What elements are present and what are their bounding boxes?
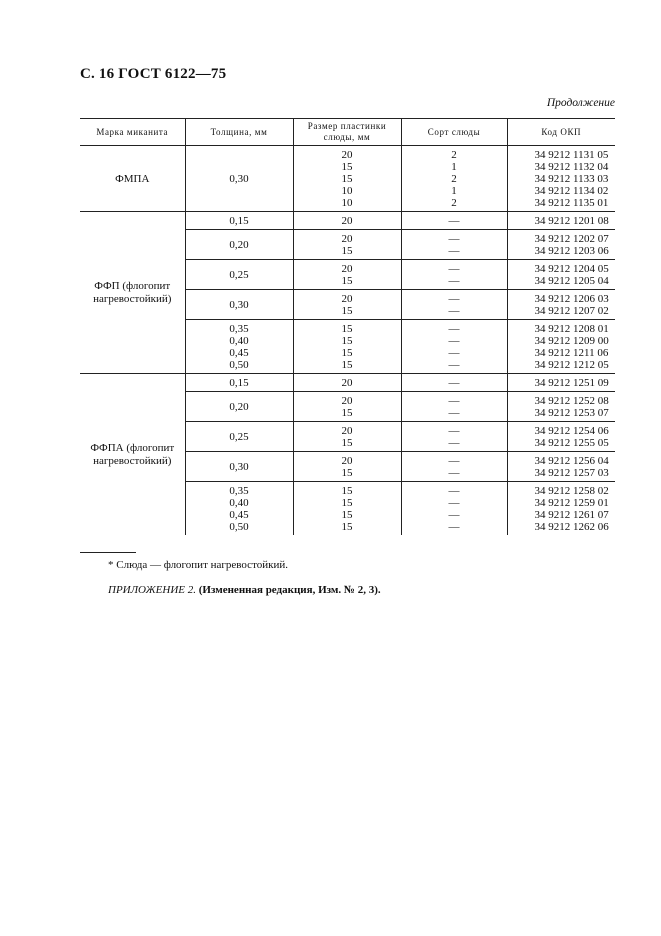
grade-value: —: [448, 497, 460, 509]
grade-value: —: [448, 425, 460, 437]
thickness-value: 0,30: [229, 173, 249, 185]
grade-value: —: [448, 323, 460, 335]
grade-value: —: [448, 509, 460, 521]
thickness-value: 0,15: [229, 377, 249, 389]
thickness-cell: [185, 392, 293, 422]
code-value: 34 9212 1211 06: [534, 347, 609, 359]
code-value: 34 9212 1257 03: [534, 467, 609, 479]
size-value: 15: [341, 521, 353, 533]
thickness-cell: [185, 230, 293, 260]
size-value: 15: [341, 161, 353, 173]
size-value: 20: [341, 149, 353, 161]
grade-value: —: [448, 437, 460, 449]
brand-cell: ФФПА (флогопит нагревостойкий): [80, 374, 185, 536]
code-value: 34 9212 1203 06: [534, 245, 609, 257]
size-value: 20: [341, 455, 353, 467]
size-value: 20: [341, 233, 353, 245]
table-body: [80, 146, 615, 536]
grade-value: —: [448, 377, 460, 389]
footnote: * Слюда — флогопит нагревостойкий.: [108, 559, 288, 571]
header-size: Размер пластинки слюды, мм: [293, 119, 401, 146]
thickness-cell: [185, 212, 293, 230]
size-value: 15: [341, 497, 353, 509]
code-cell: [507, 320, 615, 374]
code-cell: [507, 230, 615, 260]
size-value: 20: [341, 377, 353, 389]
appendix-label: ПРИЛОЖЕНИЕ 2.: [108, 584, 196, 596]
header-grade: Сорт слюды: [401, 119, 507, 146]
thickness-value: 0,20: [229, 401, 249, 413]
code-value: 34 9212 1212 05: [534, 359, 609, 371]
grade-value: —: [448, 305, 460, 317]
thickness-value: 0,40: [229, 335, 249, 347]
grade-cell: [401, 374, 507, 392]
size-cell: [293, 422, 401, 452]
size-value: 10: [341, 197, 353, 209]
grade-value: —: [448, 263, 460, 275]
grade-value: 2: [451, 197, 457, 209]
thickness-value: 0,30: [229, 461, 249, 473]
grade-cell: [401, 260, 507, 290]
grade-cell: [401, 212, 507, 230]
thickness-value: 0,15: [229, 215, 249, 227]
code-value: 34 9212 1135 01: [534, 197, 609, 209]
code-value: 34 9212 1258 02: [534, 485, 609, 497]
code-cell: [507, 482, 615, 536]
size-value: 20: [341, 293, 353, 305]
grade-value: —: [448, 335, 460, 347]
code-cell: [507, 212, 615, 230]
size-value: 15: [341, 467, 353, 479]
code-value: 34 9212 1131 05: [534, 149, 609, 161]
thickness-cell: [185, 422, 293, 452]
thickness-value: 0,50: [229, 359, 249, 371]
code-cell: [507, 422, 615, 452]
size-value: 15: [341, 347, 353, 359]
grade-value: 1: [451, 161, 457, 173]
size-value: 15: [341, 245, 353, 257]
size-value: 20: [341, 395, 353, 407]
code-cell: [507, 290, 615, 320]
grade-cell: [401, 482, 507, 536]
grade-cell: [401, 290, 507, 320]
code-value: 34 9212 1134 02: [534, 185, 609, 197]
code-value: 34 9212 1259 01: [534, 497, 609, 509]
code-cell: [507, 146, 615, 212]
grade-value: —: [448, 359, 460, 371]
size-value: 15: [341, 173, 353, 185]
table-row: [80, 212, 615, 230]
size-cell: [293, 482, 401, 536]
grade-value: 1: [451, 185, 457, 197]
grade-cell: [401, 146, 507, 212]
size-value: 15: [341, 305, 353, 317]
size-value: 20: [341, 215, 353, 227]
grade-value: —: [448, 347, 460, 359]
grade-value: —: [448, 467, 460, 479]
thickness-cell: [185, 482, 293, 536]
code-value: 34 9212 1133 03: [534, 173, 609, 185]
code-cell: [507, 392, 615, 422]
grade-value: —: [448, 245, 460, 257]
code-value: 34 9212 1262 06: [534, 521, 609, 533]
code-value: 34 9212 1251 09: [534, 377, 609, 389]
code-value: 34 9212 1253 07: [534, 407, 609, 419]
thickness-cell: [185, 374, 293, 392]
grade-cell: [401, 452, 507, 482]
size-value: 15: [341, 509, 353, 521]
size-cell: [293, 320, 401, 374]
code-value: 34 9212 1208 01: [534, 323, 609, 335]
size-cell: [293, 374, 401, 392]
grade-cell: [401, 320, 507, 374]
thickness-cell: [185, 452, 293, 482]
thickness-value: 0,45: [229, 509, 249, 521]
size-value: 15: [341, 407, 353, 419]
code-value: 34 9212 1256 04: [534, 455, 609, 467]
size-cell: [293, 212, 401, 230]
thickness-cell: [185, 320, 293, 374]
appendix-note: [108, 584, 381, 596]
code-value: 34 9212 1206 03: [534, 293, 609, 305]
grade-value: 2: [451, 173, 457, 185]
thickness-cell: [185, 146, 293, 212]
thickness-cell: [185, 260, 293, 290]
code-value: 34 9212 1261 07: [534, 509, 609, 521]
size-value: 10: [341, 185, 353, 197]
code-value: 34 9212 1252 08: [534, 395, 609, 407]
grade-cell: [401, 422, 507, 452]
code-value: 34 9212 1204 05: [534, 263, 609, 275]
grade-value: 2: [451, 149, 457, 161]
size-cell: [293, 230, 401, 260]
size-value: 15: [341, 275, 353, 287]
thickness-value: 0,50: [229, 521, 249, 533]
size-value: 15: [341, 335, 353, 347]
size-value: 15: [341, 323, 353, 335]
grade-value: —: [448, 485, 460, 497]
code-value: 34 9212 1201 08: [534, 215, 609, 227]
okp-table: [80, 118, 615, 535]
code-value: 34 9212 1202 07: [534, 233, 609, 245]
code-value: 34 9212 1209 00: [534, 335, 609, 347]
code-value: 34 9212 1254 06: [534, 425, 609, 437]
size-value: 20: [341, 263, 353, 275]
table-row: [80, 374, 615, 392]
thickness-value: 0,35: [229, 323, 249, 335]
grade-value: —: [448, 275, 460, 287]
size-cell: [293, 452, 401, 482]
thickness-value: 0,45: [229, 347, 249, 359]
header-thickness: Толщина, мм: [185, 119, 293, 146]
grade-cell: [401, 392, 507, 422]
thickness-value: 0,30: [229, 299, 249, 311]
size-value: 15: [341, 437, 353, 449]
size-cell: [293, 146, 401, 212]
code-value: 34 9212 1132 04: [534, 161, 609, 173]
size-cell: [293, 392, 401, 422]
header-code: Код ОКП: [507, 119, 615, 146]
thickness-value: 0,25: [229, 431, 249, 443]
grade-value: —: [448, 215, 460, 227]
code-cell: [507, 260, 615, 290]
header-brand: Марка миканита: [80, 119, 185, 146]
code-value: 34 9212 1255 05: [534, 437, 609, 449]
table-header-row: [80, 119, 615, 146]
size-cell: [293, 290, 401, 320]
size-value: 15: [341, 485, 353, 497]
page-header: С. 16 ГОСТ 6122—75: [80, 66, 227, 82]
code-value: 34 9212 1207 02: [534, 305, 609, 317]
grade-cell: [401, 230, 507, 260]
code-value: 34 9212 1205 04: [534, 275, 609, 287]
grade-value: —: [448, 455, 460, 467]
thickness-value: 0,35: [229, 485, 249, 497]
code-cell: [507, 452, 615, 482]
grade-value: —: [448, 395, 460, 407]
size-value: 20: [341, 425, 353, 437]
grade-value: —: [448, 407, 460, 419]
brand-cell: ФФП (флогопит нагревостойкий): [80, 212, 185, 374]
size-cell: [293, 260, 401, 290]
appendix-text: (Измененная редакция, Изм. № 2, 3).: [198, 584, 381, 596]
size-value: 15: [341, 359, 353, 371]
continuation-label: Продолжение: [546, 97, 615, 109]
thickness-value: 0,40: [229, 497, 249, 509]
thickness-value: 0,20: [229, 239, 249, 251]
grade-value: —: [448, 233, 460, 245]
thickness-cell: [185, 290, 293, 320]
thickness-value: 0,25: [229, 269, 249, 281]
table-row: [80, 146, 615, 212]
grade-value: —: [448, 293, 460, 305]
brand-cell: ФМПА: [80, 146, 185, 212]
grade-value: —: [448, 521, 460, 533]
code-cell: [507, 374, 615, 392]
footnote-divider: [80, 552, 136, 553]
